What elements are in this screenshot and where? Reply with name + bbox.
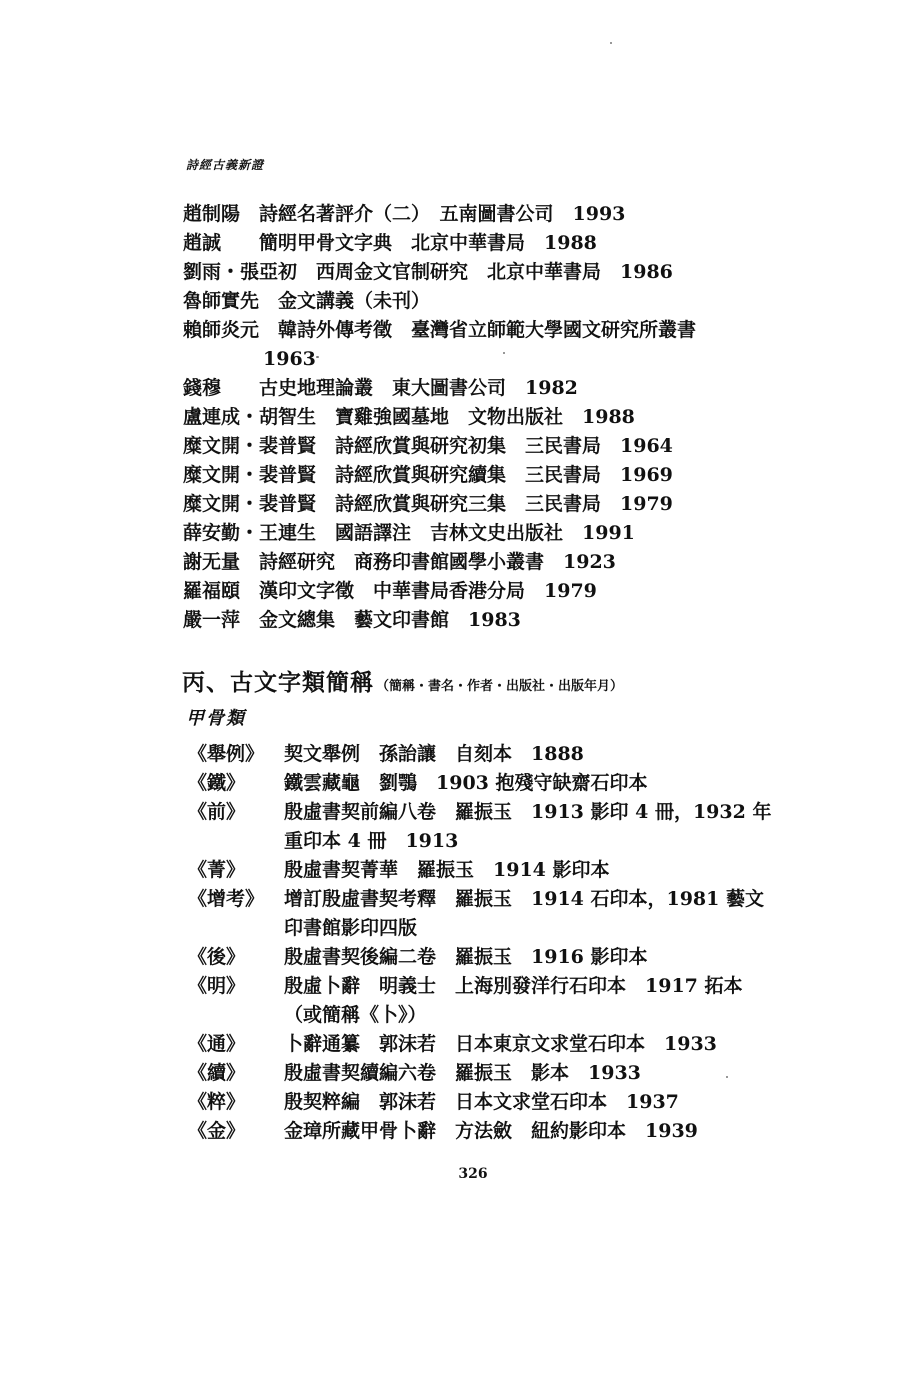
- description-line: 金璋所藏甲骨卜辭 方法斂 紐約影印本 1939: [284, 1120, 698, 1142]
- abbreviation-key: 《鐵》: [188, 772, 246, 794]
- reference-entry: 劉雨・張亞初 西周金文官制研究 北京中華書局 1986: [183, 261, 673, 283]
- abbreviation-row: [188, 1117, 788, 1146]
- abbreviation-description: [284, 1059, 769, 1088]
- abbreviation-row: [188, 1088, 788, 1117]
- scan-speck: [503, 352, 505, 354]
- subsection-heading: 甲骨類: [186, 708, 246, 729]
- description-line: 印書館影印四版: [284, 917, 418, 939]
- abbreviation-description: [284, 856, 769, 885]
- abbreviation-description: [284, 1088, 769, 1117]
- description-line: 殷虛書契前編八卷 羅振玉 1913 影印 4 冊，1932 年: [284, 801, 772, 823]
- page-number: 326: [458, 1166, 488, 1182]
- abbreviation-description: [284, 740, 769, 769]
- abbreviation-row: [188, 856, 788, 885]
- abbreviation-key: 《續》: [188, 1062, 246, 1084]
- abbreviation-key: 《通》: [188, 1033, 246, 1055]
- reference-entry: 魯師實先 金文講義（未刊）: [183, 290, 431, 312]
- abbreviation-key: 《增考》: [188, 888, 265, 910]
- abbreviation-description: [284, 769, 769, 798]
- reference-entry: 趙誠 簡明甲骨文字典 北京中華書局 1988: [183, 232, 597, 254]
- reference-entry: 賴師炎元 韓詩外傳考徵 臺灣省立師範大學國文研究所叢書: [183, 319, 697, 341]
- abbreviation-key: 《舉例》: [188, 743, 265, 765]
- abbreviation-key: 《後》: [188, 946, 246, 968]
- abbreviation-row: [188, 798, 788, 856]
- description-line: 增訂殷虛書契考釋 羅振玉 1914 石印本，1981 藝文: [284, 888, 764, 910]
- abbreviation-key: 《金》: [188, 1120, 246, 1142]
- section-heading: [182, 664, 623, 697]
- reference-entry: 嚴一萍 金文總集 藝文印書館 1983: [183, 609, 521, 631]
- abbreviation-description: [284, 885, 769, 943]
- reference-entry: 糜文開・裴普賢 詩經欣賞與研究續集 三民書局 1969: [183, 464, 673, 486]
- description-line: 鐵雲藏龜 劉鶚 1903 抱殘守缺齋石印本: [284, 772, 648, 794]
- abbreviation-row: [188, 740, 788, 769]
- abbreviation-row: [188, 1030, 788, 1059]
- reference-entry: 盧連成・胡智生 寶雞強國墓地 文物出版社 1988: [183, 406, 635, 428]
- description-line: 殷虛書契續編六卷 羅振玉 影本 1933: [284, 1062, 641, 1084]
- reference-entry: 羅福頤 漢印文字徵 中華書局香港分局 1979: [183, 580, 597, 602]
- abbreviation-description: [284, 1117, 769, 1146]
- reference-entry-continuation: 1963: [263, 348, 316, 370]
- description-line: （或簡稱《卜》）: [284, 1004, 427, 1026]
- abbreviation-row: [188, 1059, 788, 1088]
- scan-speck: [610, 42, 612, 44]
- description-line: 殷虛書契菁華 羅振玉 1914 影印本: [284, 859, 610, 881]
- abbreviation-key: 《粹》: [188, 1091, 246, 1113]
- scan-speck: [726, 1076, 728, 1078]
- description-line: 殷契粹編 郭沫若 日本文求堂石印本 1937: [284, 1091, 679, 1113]
- abbreviation-row: [188, 769, 788, 798]
- description-line: 殷虛卜辭 明義士 上海別發洋行石印本 1917 拓本: [284, 975, 743, 997]
- section-title: 丙、古文字類簡稱: [182, 669, 374, 696]
- abbreviation-description: [284, 798, 772, 856]
- reference-entry: 趙制陽 詩經名著評介（二） 五南圖書公司 1993: [183, 203, 626, 225]
- description-line: 重印本 4 冊 1913: [284, 830, 459, 852]
- abbreviation-description: [284, 943, 769, 972]
- abbreviation-description: [284, 972, 769, 1030]
- description-line: 殷虛書契後編二卷 羅振玉 1916 影印本: [284, 946, 648, 968]
- abbreviation-list: [188, 740, 788, 1146]
- reference-entry: 糜文開・裴普賢 詩經欣賞與研究三集 三民書局 1979: [183, 493, 673, 515]
- section-note: （簡稱・書名・作者・出版社・出版年月）: [376, 679, 624, 694]
- abbreviation-key: 《明》: [188, 975, 246, 997]
- abbreviation-row: [188, 943, 788, 972]
- description-line: 契文舉例 孫詒讓 自刻本 1888: [284, 743, 584, 765]
- reference-entry: 薛安勤・王連生 國語譯注 吉林文史出版社 1991: [183, 522, 635, 544]
- reference-list: [183, 200, 783, 635]
- scan-speck: [316, 356, 319, 358]
- abbreviation-row: [188, 885, 788, 943]
- abbreviation-key: 《前》: [188, 801, 246, 823]
- reference-entry: 謝无量 詩經研究 商務印書館國學小叢書 1923: [183, 551, 616, 573]
- running-head: 詩經古義新證: [186, 158, 265, 172]
- abbreviation-key: 《菁》: [188, 859, 246, 881]
- reference-entry: 糜文開・裴普賢 詩經欣賞與研究初集 三民書局 1964: [183, 435, 673, 457]
- description-line: 卜辭通纂 郭沫若 日本東京文求堂石印本 1933: [284, 1033, 717, 1055]
- reference-entry: 錢穆 古史地理論叢 東大圖書公司 1982: [183, 377, 578, 399]
- abbreviation-description: [284, 1030, 769, 1059]
- abbreviation-row: [188, 972, 788, 1030]
